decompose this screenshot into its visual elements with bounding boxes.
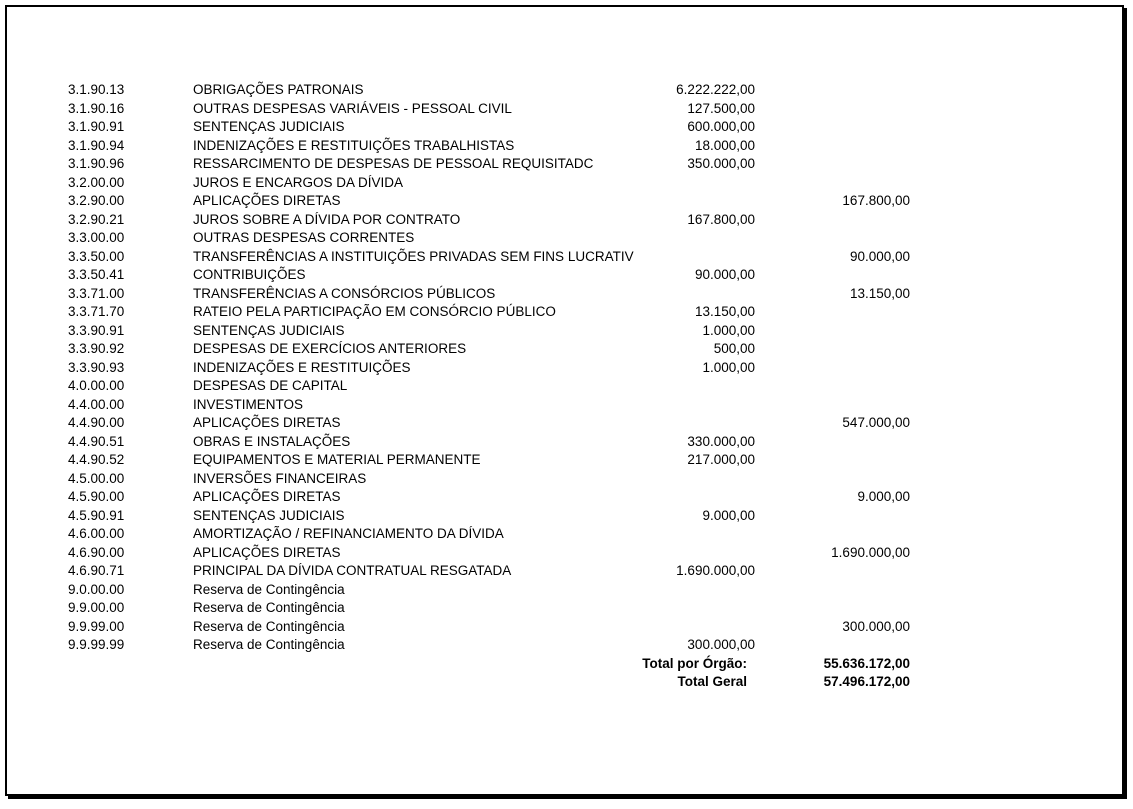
cell-amount-subtotal	[755, 81, 910, 100]
cell-amount-subtotal: 13.150,00	[849, 285, 910, 301]
cell-description: JUROS E ENCARGOS DA DÍVIDA	[193, 174, 404, 190]
cell-description: APLICAÇÕES DIRETAS	[193, 544, 341, 560]
table-row	[68, 229, 1122, 248]
cell-description: OBRIGAÇÕES PATRONAIS	[193, 82, 364, 97]
cell-description: EQUIPAMENTOS E MATERIAL PERMANENTE	[193, 452, 481, 467]
cell-amount-subtotal	[755, 229, 910, 248]
table-row	[68, 192, 1122, 211]
table-row	[68, 340, 1122, 359]
cell-amount-subtotal	[755, 636, 910, 655]
cell-amount-detail: 1.000,00	[702, 322, 755, 338]
total-por-orgao-value: 55.636.172,00	[823, 655, 910, 671]
cell-code: 3.3.90.91	[68, 322, 125, 338]
cell-description: OBRAS E INSTALAÇÕES	[193, 433, 351, 449]
table-row	[68, 155, 1122, 174]
cell-code: 3.1.90.13	[68, 82, 125, 97]
cell-amount-subtotal	[755, 155, 910, 174]
table-row	[68, 562, 1122, 581]
cell-code: 3.1.90.91	[68, 119, 125, 134]
table-row	[68, 636, 1122, 655]
cell-description: DESPESAS DE CAPITAL	[193, 378, 348, 393]
cell-amount-detail: 500,00	[713, 341, 755, 356]
cell-amount-subtotal	[755, 359, 910, 378]
cell-amount-subtotal	[755, 581, 910, 600]
cell-description: OUTRAS DESPESAS CORRENTES	[193, 230, 415, 245]
cell-amount-subtotal: 300.000,00	[842, 618, 910, 634]
table-row	[68, 544, 1122, 563]
cell-amount-detail: 600.000,00	[687, 119, 755, 134]
cell-code: 3.2.90.21	[68, 211, 125, 227]
cell-amount-detail: 350.000,00	[687, 156, 755, 171]
cell-code: 4.6.90.00	[68, 544, 125, 560]
cell-description: INDENIZAÇÕES E RESTITUIÇÕES	[193, 359, 411, 375]
cell-description: RATEIO PELA PARTICIPAÇÃO EM CONSÓRCIO PÚBLICO	[193, 304, 556, 319]
cell-amount-subtotal	[755, 433, 910, 452]
total-geral-value: 57.496.172,00	[823, 674, 910, 689]
total-por-orgao-row	[68, 655, 1122, 674]
cell-description: PRINCIPAL DA DÍVIDA CONTRATUAL RESGATADA	[193, 563, 512, 578]
cell-code: 4.4.90.00	[68, 415, 125, 430]
cell-description: SENTENÇAS JUDICIAIS	[193, 119, 345, 134]
table-row	[68, 396, 1122, 415]
cell-code: 4.5.90.00	[68, 489, 125, 504]
cell-amount-detail	[660, 544, 755, 563]
cell-amount-detail: 330.000,00	[687, 433, 755, 449]
cell-amount-detail: 1.000,00	[702, 359, 755, 375]
table-row	[68, 285, 1122, 304]
cell-description: CONTRIBUIÇÕES	[193, 267, 306, 282]
table-row	[68, 100, 1122, 119]
cell-amount-subtotal	[755, 562, 910, 581]
table-row	[68, 618, 1122, 637]
cell-amount-subtotal	[755, 266, 910, 285]
cell-amount-subtotal	[755, 507, 910, 526]
cell-amount-subtotal	[755, 525, 910, 544]
table-row	[68, 322, 1122, 341]
cell-amount-detail: 217.000,00	[687, 452, 755, 467]
table-row	[68, 211, 1122, 230]
cell-code: 9.9.99.00	[68, 618, 125, 634]
cell-amount-detail	[660, 525, 755, 544]
cell-amount-subtotal	[755, 322, 910, 341]
cell-description: INVERSÕES FINANCEIRAS	[193, 470, 367, 486]
cell-description: INDENIZAÇÕES E RESTITUIÇÕES TRABALHISTAS	[193, 137, 515, 153]
report-page	[5, 5, 1124, 796]
cell-description: JUROS SOBRE A DÍVIDA POR CONTRATO	[193, 211, 461, 227]
cell-amount-subtotal	[755, 340, 910, 359]
cell-amount-subtotal: 90.000,00	[849, 248, 910, 264]
cell-code: 3.3.90.93	[68, 359, 125, 375]
table-row	[68, 470, 1122, 489]
cell-amount-detail	[660, 488, 755, 507]
cell-amount-detail: 90.000,00	[694, 267, 755, 282]
cell-description: APLICAÇÕES DIRETAS	[193, 415, 341, 430]
cell-amount-detail: 6.222.222,00	[676, 82, 755, 97]
cell-description: RESSARCIMENTO DE DESPESAS DE PESSOAL REQUISITADC	[193, 156, 594, 171]
cell-amount-subtotal: 1.690.000,00	[831, 544, 910, 560]
cell-code: 4.6.90.71	[68, 563, 125, 578]
cell-description: SENTENÇAS JUDICIAIS	[193, 507, 345, 523]
total-geral-label: Total Geral	[677, 674, 747, 689]
cell-amount-subtotal	[755, 470, 910, 489]
table-row	[68, 433, 1122, 452]
cell-description: Reserva de Contingência	[193, 581, 345, 597]
cell-amount-detail: 167.800,00	[687, 211, 755, 227]
cell-code: 3.3.00.00	[68, 230, 125, 245]
cell-amount-detail	[660, 618, 755, 637]
cell-amount-detail: 13.150,00	[694, 304, 755, 319]
cell-amount-subtotal	[755, 100, 910, 119]
cell-amount-detail	[660, 248, 755, 267]
cell-code: 9.9.00.00	[68, 600, 125, 615]
cell-code: 3.3.50.00	[68, 248, 125, 264]
cell-code: 3.1.90.16	[68, 100, 125, 116]
cell-code: 4.5.00.00	[68, 470, 125, 486]
cell-amount-subtotal: 9.000,00	[857, 489, 910, 504]
cell-description: SENTENÇAS JUDICIAIS	[193, 322, 345, 338]
cell-description: Reserva de Contingência	[193, 637, 345, 652]
cell-amount-detail	[660, 174, 755, 193]
cell-description: TRANSFERÊNCIAS A INSTITUIÇÕES PRIVADAS SEM FINS LUCRATIV	[193, 248, 634, 264]
cell-code: 3.3.50.41	[68, 267, 125, 282]
cell-amount-detail: 9.000,00	[702, 507, 755, 523]
cell-amount-detail	[660, 396, 755, 415]
cell-amount-subtotal	[755, 137, 910, 156]
cell-amount-subtotal	[755, 118, 910, 137]
cell-description: AMORTIZAÇÃO / REFINANCIAMENTO DA DÍVIDA	[193, 526, 504, 541]
table-row	[68, 266, 1122, 285]
table-row	[68, 174, 1122, 193]
table-row	[68, 599, 1122, 618]
cell-description: INVESTIMENTOS	[193, 396, 304, 412]
cell-code: 4.4.90.51	[68, 433, 125, 449]
cell-code: 3.3.90.92	[68, 341, 125, 356]
cell-amount-detail	[660, 414, 755, 433]
table-row	[68, 414, 1122, 433]
table-row	[68, 81, 1122, 100]
cell-amount-detail	[660, 377, 755, 396]
cell-amount-detail: 127.500,00	[687, 100, 755, 116]
cell-amount-detail	[660, 229, 755, 248]
total-geral-row	[68, 673, 1122, 692]
cell-amount-detail: 1.690.000,00	[676, 563, 755, 578]
cell-code: 3.1.90.94	[68, 137, 125, 153]
cell-description: APLICAÇÕES DIRETAS	[193, 193, 341, 208]
cell-description: TRANSFERÊNCIAS A CONSÓRCIOS PÚBLICOS	[193, 285, 496, 301]
cell-code: 3.2.90.00	[68, 193, 125, 208]
cell-code: 3.3.71.70	[68, 304, 125, 319]
cell-description: OUTRAS DESPESAS VARIÁVEIS - PESSOAL CIVIL	[193, 100, 512, 116]
cell-code: 9.9.99.99	[68, 637, 125, 652]
cell-code: 3.1.90.96	[68, 156, 125, 171]
cell-amount-subtotal	[755, 377, 910, 396]
cell-code: 3.3.71.00	[68, 285, 125, 301]
cell-amount-detail: 300.000,00	[687, 637, 755, 652]
cell-description: Reserva de Contingência	[193, 618, 345, 634]
cell-code: 4.5.90.91	[68, 507, 125, 523]
cell-amount-subtotal: 547.000,00	[842, 415, 910, 430]
cell-description: APLICAÇÕES DIRETAS	[193, 489, 341, 504]
cell-amount-subtotal	[755, 211, 910, 230]
cell-amount-detail: 18.000,00	[694, 137, 755, 153]
cell-amount-detail	[660, 470, 755, 489]
table-row	[68, 303, 1122, 322]
cell-amount-subtotal	[755, 599, 910, 618]
report-content	[7, 7, 1122, 692]
cell-amount-detail	[660, 581, 755, 600]
cell-amount-subtotal	[755, 174, 910, 193]
table-row	[68, 359, 1122, 378]
table-row	[68, 248, 1122, 267]
cell-amount-subtotal	[755, 303, 910, 322]
cell-amount-subtotal	[755, 451, 910, 470]
cell-code: 9.0.00.00	[68, 581, 125, 597]
table-row	[68, 525, 1122, 544]
table-row	[68, 377, 1122, 396]
table-row	[68, 118, 1122, 137]
cell-description: DESPESAS DE EXERCÍCIOS ANTERIORES	[193, 341, 467, 356]
total-por-orgao-label: Total por Órgão:	[642, 655, 747, 671]
cell-code: 4.0.00.00	[68, 378, 125, 393]
cell-description: Reserva de Contingência	[193, 600, 345, 615]
cell-code: 4.4.00.00	[68, 396, 125, 412]
cell-amount-detail	[660, 192, 755, 211]
table-row	[68, 507, 1122, 526]
cell-amount-subtotal: 167.800,00	[842, 193, 910, 208]
cell-amount-detail	[660, 285, 755, 304]
table-row	[68, 451, 1122, 470]
cell-code: 4.6.00.00	[68, 526, 125, 541]
table-row	[68, 488, 1122, 507]
budget-table	[68, 81, 1122, 655]
cell-code: 3.2.00.00	[68, 174, 125, 190]
cell-amount-detail	[660, 599, 755, 618]
cell-amount-subtotal	[755, 396, 910, 415]
table-row	[68, 581, 1122, 600]
table-row	[68, 137, 1122, 156]
cell-code: 4.4.90.52	[68, 452, 125, 467]
